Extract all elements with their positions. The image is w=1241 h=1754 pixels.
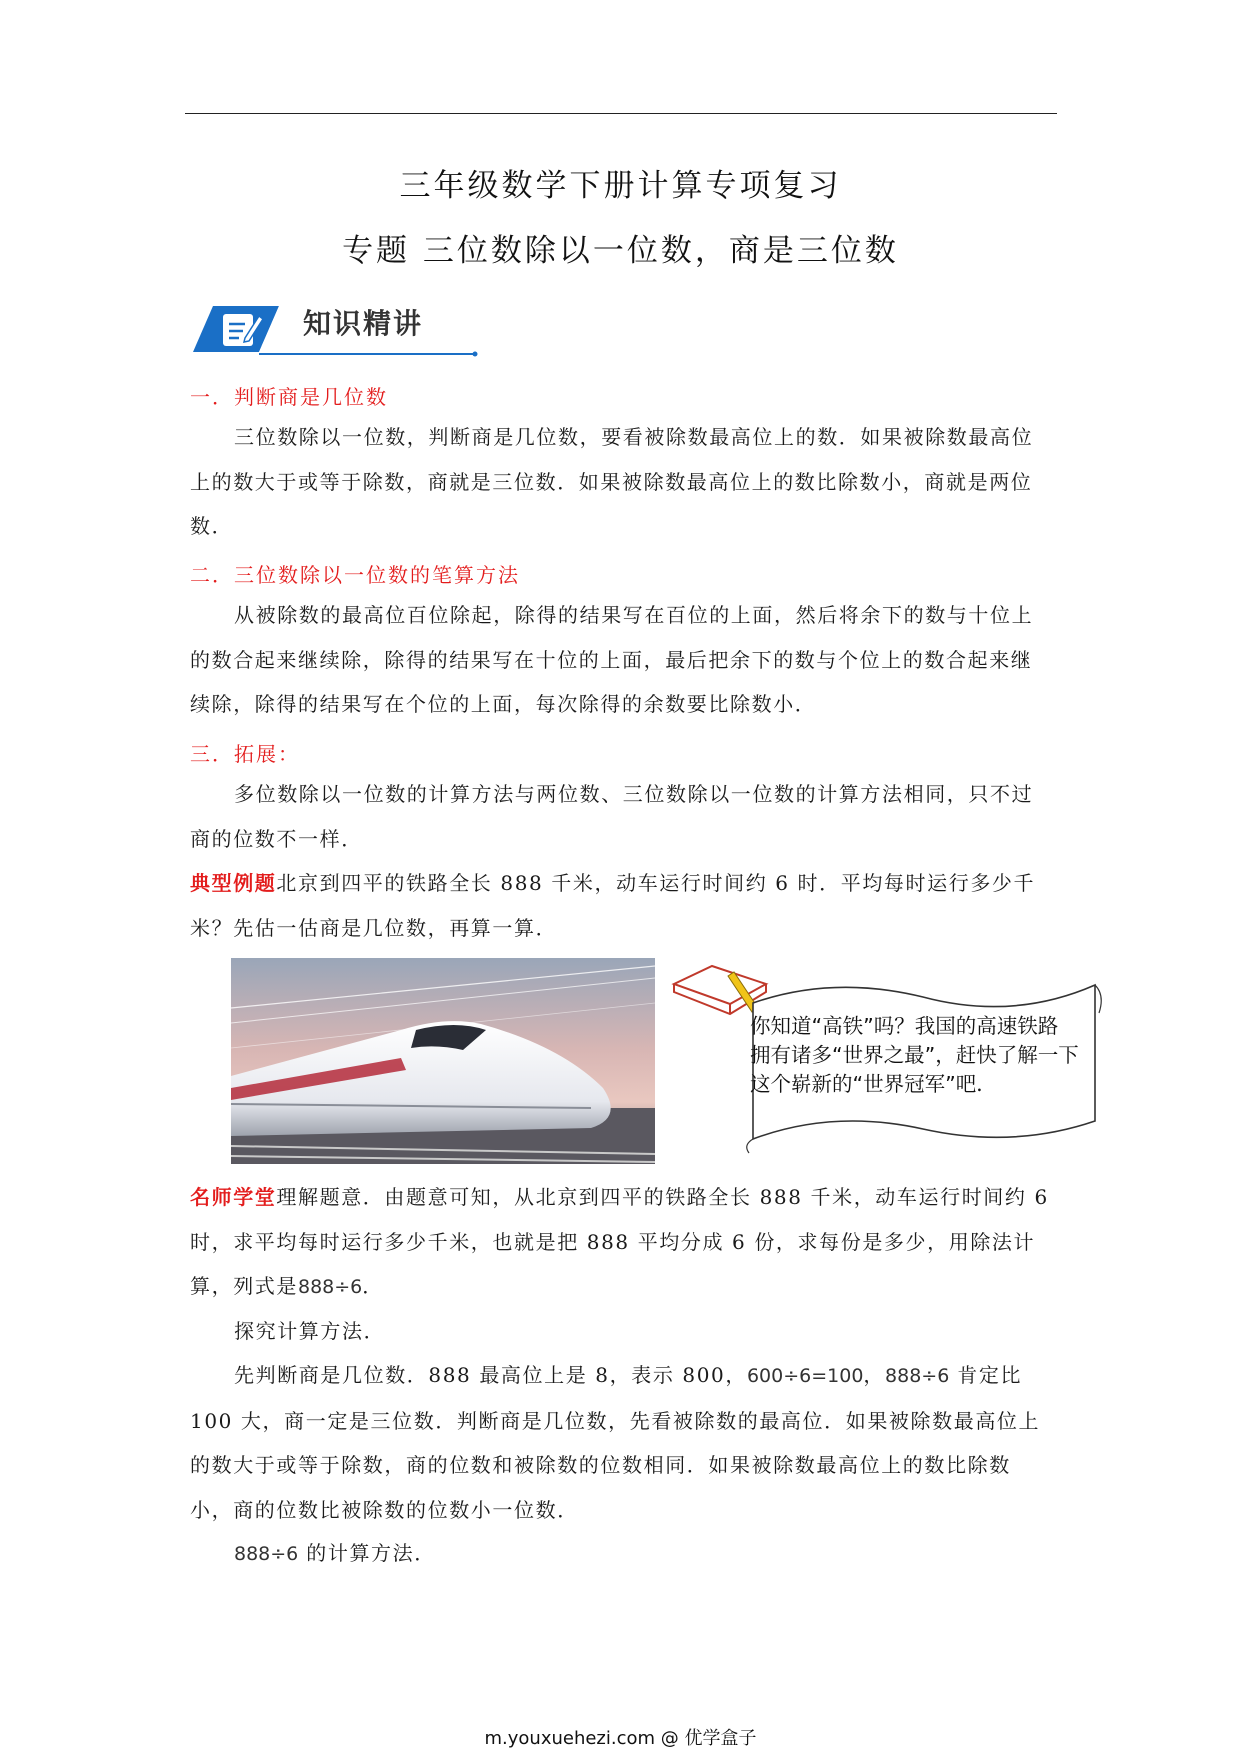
judge-text-b: ， — [863, 1363, 886, 1387]
page-title: 三年级数学下册计算专项复习 — [399, 168, 842, 204]
section-3-text: 多位数除以一位数的计算方法与两位数、三位数除以一位数的计算方法相同，只不过商的位数不一样． — [190, 782, 1034, 851]
page-subtitle: 专题 三位数除以一位数，商是三位数 — [342, 233, 899, 269]
judge-text-a: 先判断商是几位数．888 最高位上是 8，表示 800， — [234, 1363, 747, 1387]
callout-text — [750, 1012, 1100, 1099]
section-3-heading: 三．拓展： — [190, 742, 300, 766]
teacher-text-b: ． — [362, 1274, 384, 1298]
callout-line-3: 这个崭新的“世界冠军”吧． — [750, 1072, 997, 1096]
method-text: 的计算方法． — [298, 1541, 436, 1565]
header-rule — [185, 113, 1057, 114]
expression-888-div-6-b: 888÷6 — [885, 1365, 950, 1387]
teacher-paragraph — [190, 1175, 1050, 1310]
callout-line-1: 你知道“高铁”吗？我国的高速铁路 — [750, 1014, 1059, 1038]
section-1-text: 三位数除以一位数，判断商是几位数，要看被除数最高位上的数．如果被除数最高位上的数大于或等于除数，商就是三位数．如果被除数最高位上的数比除数小，商就是两位数． — [190, 425, 1034, 538]
example-text: 北京到四平的铁路全长 888 千米，动车运行时间约 6 时．平均每时运行多少千米？先估一估商是几位数，再算一算． — [190, 871, 1036, 940]
section-1-heading: 一．判断商是几位数 — [190, 385, 388, 409]
method-paragraph — [190, 1531, 1050, 1577]
teacher-tag: 名师学堂 — [190, 1185, 277, 1209]
example-tag: 典型例题 — [190, 871, 277, 895]
section-2-heading: 二．三位数除以一位数的笔算方法 — [190, 563, 520, 587]
banner-label: 知识精讲 — [303, 307, 424, 340]
high-speed-train-image — [231, 958, 655, 1164]
explore-paragraph: 探究计算方法． — [234, 1319, 386, 1343]
expression-600-div-6: 600÷6=100 — [746, 1365, 864, 1387]
section-2-text: 从被除数的最高位百位除起，除得的结果写在百位的上面，然后将余下的数与十位上的数合起来继续除，除得的结果写在十位的上面，最后把余下的数与个位上的数合起来继续除，除得的结果写在个位的上面，每次除得的余数要比除数小． — [190, 603, 1034, 716]
teacher-text-a: 理解题意．由题意可知，从北京到四平的铁路全长 888 千米，动车运行时间约 6 时，求平均每时运行多少千米，也就是把 888 平均分成 6 份，求每份是多少，用除法计算，列式是 — [190, 1185, 1049, 1298]
judge-text-c: 肯定比 100 大，商一定是三位数．判断商是几位数，先看被除数的最高位．如果被除数最高位上的数大于或等于除数，商的位数和被除数的位数相同．如果被除数最高位上的数比除数小，商的位数比被除数的位数小一位数． — [190, 1363, 1041, 1522]
expression-888-div-6-c: 888÷6 — [234, 1543, 299, 1565]
footer-watermark: m.youxuehezi.com @ 优学盒子 — [484, 1728, 757, 1749]
callout-line-2: 拥有诸多“世界之最”，赶快了解一下 — [750, 1043, 1079, 1067]
judge-paragraph — [190, 1353, 1050, 1532]
example-paragraph — [190, 861, 1050, 950]
expression-888-div-6: 888÷6 — [298, 1276, 363, 1298]
